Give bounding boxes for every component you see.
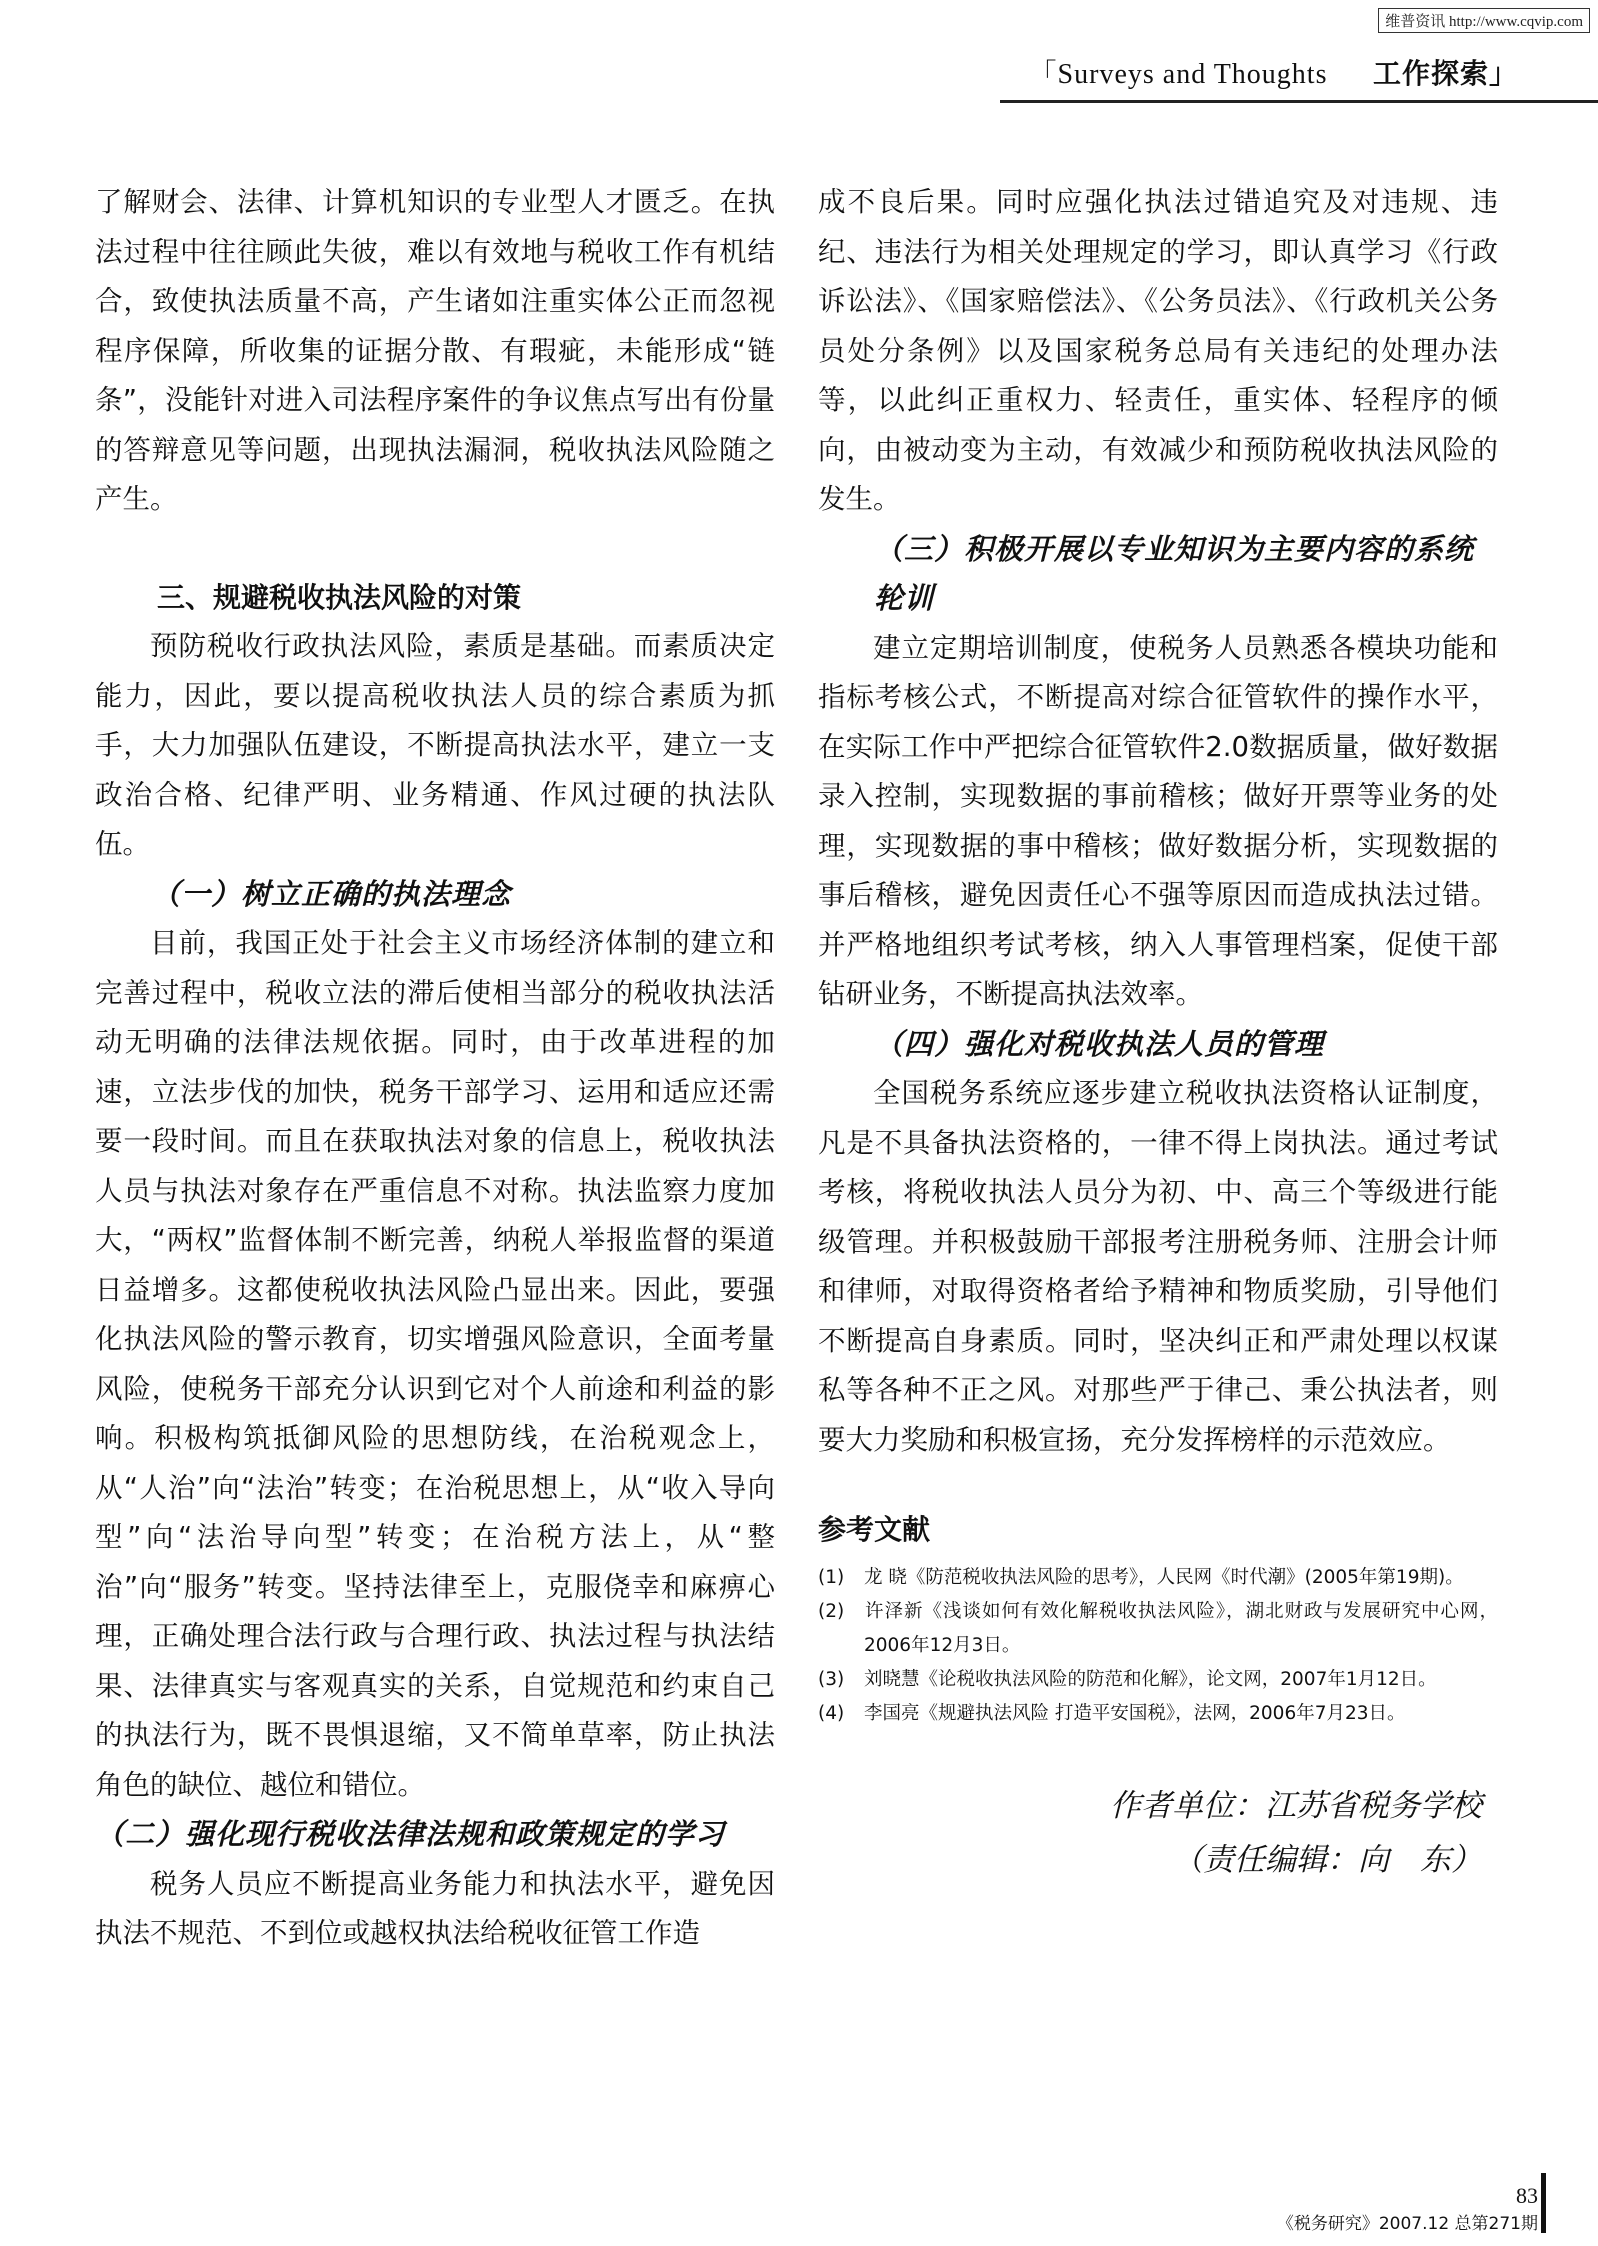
subsection-title: （一）树立正确的执法理念	[151, 876, 512, 911]
right-column	[818, 178, 1498, 1887]
author-block	[818, 1779, 1498, 1887]
paragraph: 税务人员应不断提高业务能力和执法水平，避免因执法不规范、不到位或越权执法给税收征管工作造	[95, 1867, 775, 1949]
reference-item	[818, 1595, 1498, 1663]
running-head-chinese: 工作探索」	[1372, 57, 1518, 90]
references-list	[818, 1561, 1498, 1731]
watermark-banner: 维普资讯 http://www.cqvip.com	[1378, 8, 1590, 33]
paragraph: 了解财会、法律、计算机知识的专业型人才匮乏。在执法过程中往往顾此失彼，难以有效地与税收工作有机结合，致使执法质量不高，产生诸如注重实体公正而忽视程序保障，所收集的证据分散、有瑕疵，未能形成“链条”，没能针对进入司法程序案件的争议焦点写出有份量的答辩意见等问题，出现执法漏洞，税收执法风险随之产生。	[95, 186, 775, 515]
left-column	[95, 178, 775, 1959]
reference-item	[818, 1663, 1498, 1697]
page-number: 83	[1516, 2183, 1538, 2208]
references-title: 参考文献	[818, 1513, 931, 1546]
subsection-title: （四）强化对税收执法人员的管理	[874, 1026, 1325, 1061]
page-footer	[1277, 2183, 1538, 2234]
paragraph: 目前，我国正处于社会主义市场经济体制的建立和完善过程中，税收立法的滞后使相当部分的税收执法活动无明确的法律法规依据。同时，由于改革进程的加速，立法步伐的加快，税务干部学习、运用和适应还需要一段时间。而且在获取执法对象的信息上，税收执法人员与执法对象存在严重信息不对称。执法监察力度加大，“两权”监督体制不断完善，纳税人举报监督的渠道日益增多。这都使税收执法风险凸显出来。因此，要强化执法风险的警示教育，切实增强风险意识，全面考量风险，使税务干部充分认识到它对个人前途和利益的影响。积极构筑抵御风险的思想防线，在治税观念上，从“人治”向“法治”转变；在治税思想上，从“收入导向型”向“法治导向型”转变；在治税方法上，从“整治”向“服务”转变。坚持法律至上，克服侥幸和麻痹心理，正确处理合法行政与合理行政、执法过程与执法结果、法律真实与客观真实的关系，自觉规范和约束自己的执法行为，既不畏惧退缩，又不简单草率，防止执法角色的缺位、越位和错位。	[95, 927, 775, 1801]
reference-number: (3)	[818, 1668, 845, 1690]
running-head-english: 「Surveys and Thoughts	[1028, 59, 1328, 90]
subsection-title: （三）积极开展以专业知识为主要内容的系统轮训	[874, 531, 1475, 615]
paragraph: 建立定期培训制度，使税务人员熟悉各模块功能和指标考核公式，不断提高对综合征管软件的操作水平，在实际工作中严把综合征管软件2.0数据质量，做好数据录入控制，实现数据的事前稽核；做好开票等业务的处理，实现数据的事中稽核；做好数据分析，实现数据的事后稽核，避免因责任心不强等原因而造成执法过错。并严格地组织考试考核，纳入人事管理档案，促使干部钻研业务，不断提高执法效率。	[818, 631, 1498, 1010]
reference-item	[818, 1697, 1498, 1731]
journal-line: 《税务研究》2007.12 总第271期	[1276, 2214, 1538, 2234]
reference-number: (4)	[818, 1702, 845, 1724]
running-head	[1029, 52, 1518, 92]
reference-item	[818, 1561, 1498, 1595]
paragraph: 全国税务系统应逐步建立税收执法资格认证制度，凡是不具备执法资格的，一律不得上岗执法。通过考试考核，将税收执法人员分为初、中、高三个等级进行能级管理。并积极鼓励干部报考注册税务师、注册会计师和律师，对取得资格者给予精神和物质奖励，引导他们不断提高自身素质。同时，坚决纠正和严肃处理以权谋私等各种不正之风。对那些严于律己、秉公执法者，则要大力奖励和积极宣扬，充分发挥榜样的示范效应。	[818, 1077, 1498, 1456]
reference-number: (2)	[818, 1600, 845, 1622]
paragraph: 成不良后果。同时应强化执法过错追究及对违规、违纪、违法行为相关处理规定的学习，即认真学习《行政诉讼法》、《国家赔偿法》、《公务员法》、《行政机关公务员处分条例》以及国家税务总局有关违纪的处理办法等，以此纠正重权力、轻责任，重实体、轻程序的倾向，由被动变为主动，有效减少和预防税收执法风险的发生。	[818, 186, 1498, 515]
subsection-title: （二）强化现行税收法律法规和政策规定的学习	[95, 1817, 726, 1851]
editor-note: （责任编辑：向 东）	[1172, 1841, 1482, 1878]
paragraph: 预防税收行政执法风险，素质是基础。而素质决定能力，因此，要以提高税收执法人员的综合素质为抓手，大力加强队伍建设，不断提高执法水平，建立一支政治合格、纪律严明、业务精通、作风过硬的执法队伍。	[95, 630, 775, 860]
reference-number: (1)	[818, 1566, 845, 1588]
reference-text: 刘晓慧《论税收执法风险的防范和化解》，论文网，2007年1月12日。	[864, 1668, 1437, 1690]
reference-text: 龙 晓《防范税收执法风险的思考》，人民网《时代潮》(2005年第19期)。	[864, 1566, 1464, 1588]
section-title: 三、规避税收执法风险的对策	[157, 580, 522, 614]
footer-bar	[1541, 2173, 1546, 2233]
reference-text: 李国亮《规避执法风险 打造平安国税》，法网，2006年7月23日。	[864, 1702, 1406, 1724]
reference-text: 许泽新《浅谈如何有效化解税收执法风险》，湖北财政与发展研究中心网，2006年12月3日。	[864, 1600, 1498, 1656]
header-rule	[1000, 100, 1598, 103]
author-unit: 作者单位：江苏省税务学校	[1110, 1787, 1482, 1824]
